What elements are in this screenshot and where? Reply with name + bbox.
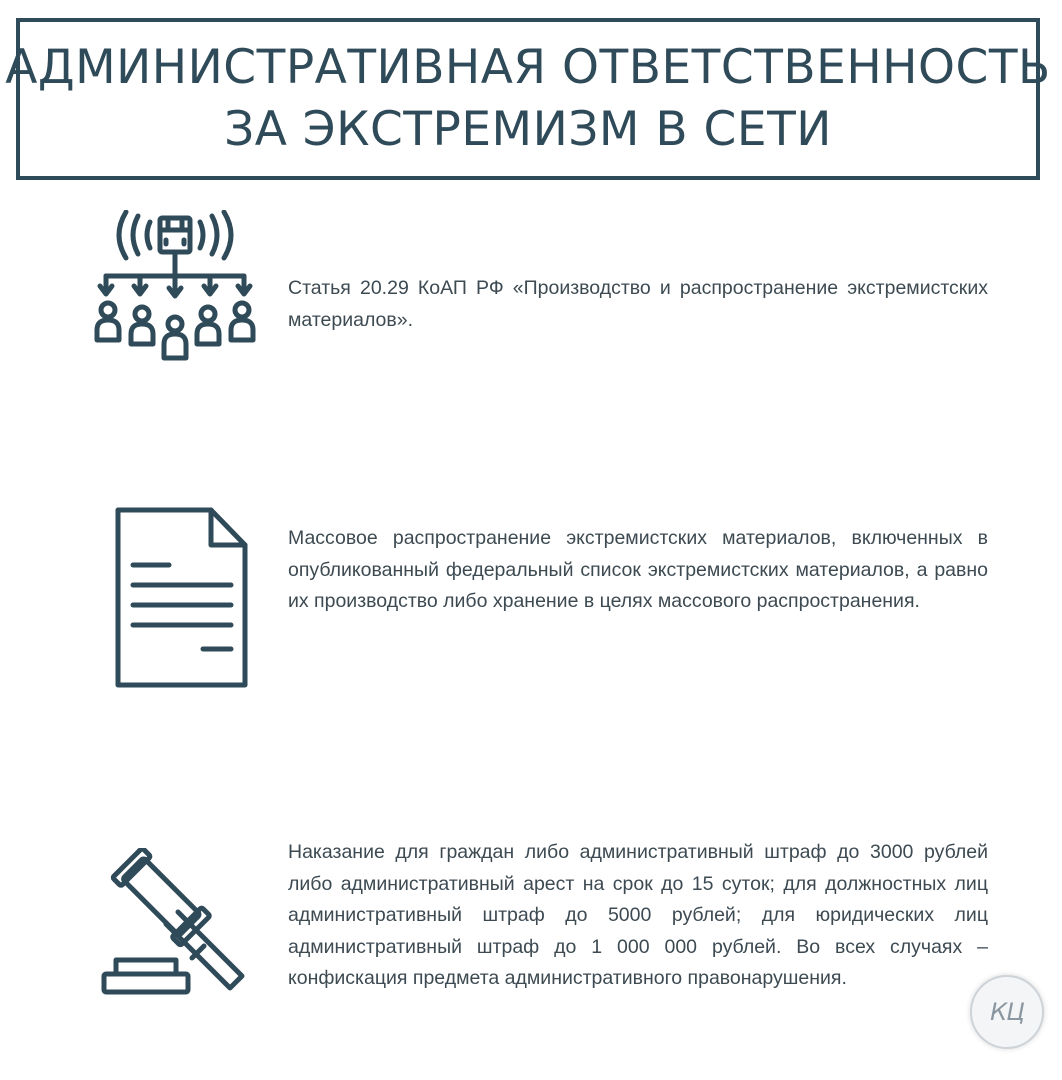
title-box bbox=[5, 18, 1051, 180]
gavel-icon bbox=[100, 848, 260, 998]
logo bbox=[970, 975, 1044, 1049]
page-title-line-1: АДМИНИСТРАТИВНАЯ ОТВЕТСТВЕННОСТЬ bbox=[5, 40, 1051, 95]
page-title-line-2: ЗА ЭКСТРЕМИЗМ В СЕТИ bbox=[224, 102, 832, 157]
document-icon bbox=[113, 505, 251, 693]
section-text-description: Массовое распространение экстремистских материалов, включенных в опубликованный федеральный список экстремистских материалов, а равно их производство либо хранение в целях массового распространения. bbox=[288, 527, 988, 612]
section-text-article: Статья 20.29 КоАП РФ «Производство и распространение экстремистских материалов». bbox=[288, 277, 988, 331]
section-text-penalty: Наказание для граждан либо административный штраф до 3000 рублей либо административный арест на срок до 15 суток; для должностных лиц административный штраф до 5000 рублей; для юридических лиц административный штраф до 1 000 000 рублей. Во всех случаях – конфискация предмета административного правонарушения. bbox=[288, 841, 988, 989]
logo-text: КЦ bbox=[990, 998, 1024, 1026]
broadcast-audience-icon bbox=[94, 210, 256, 370]
